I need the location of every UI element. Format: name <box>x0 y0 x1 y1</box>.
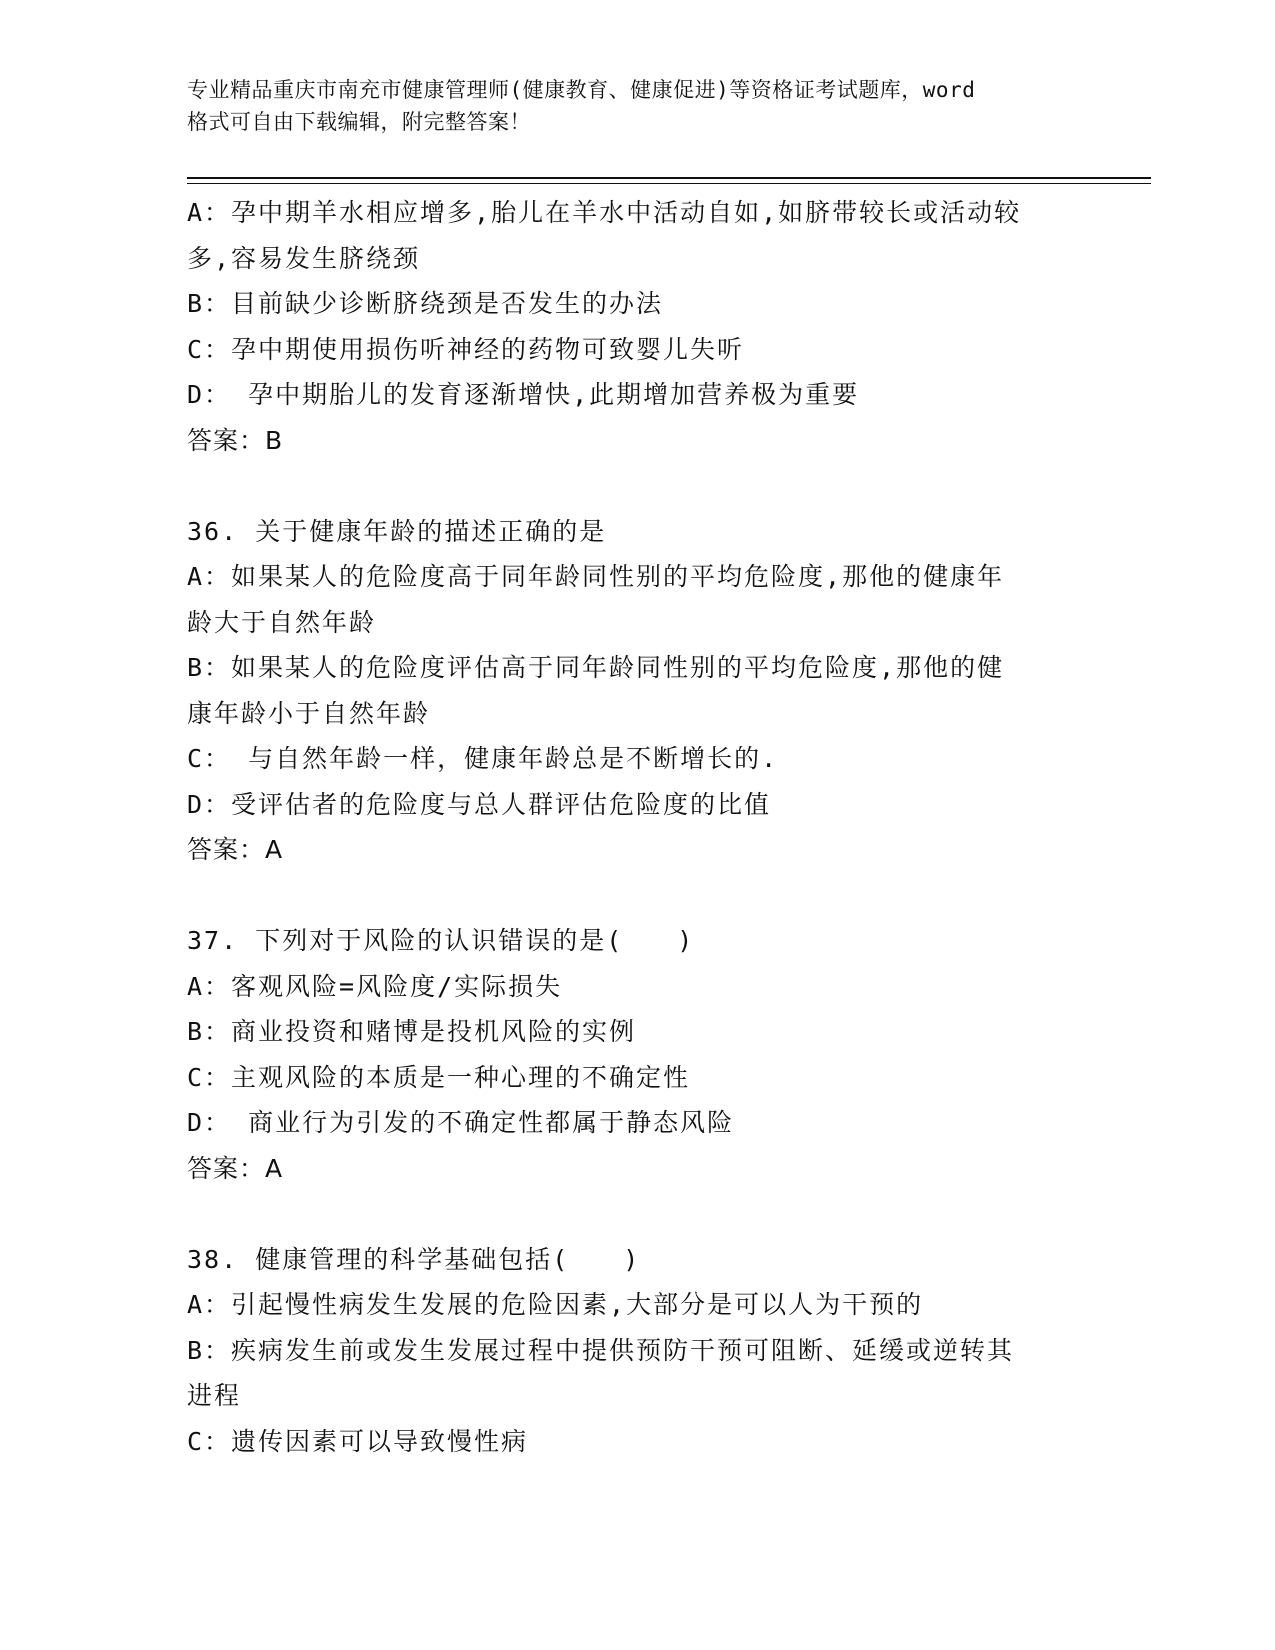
q35-option-c: C：孕中期使用损伤听神经的药物可致婴儿失听 <box>187 334 745 364</box>
question-37-block <box>187 918 1087 1191</box>
header-line-1: 专业精品重庆市南充市健康管理师(健康教育、健康促进)等资格证考试题库，word <box>187 78 976 102</box>
header-line-2: 格式可自由下载编辑，附完整答案！ <box>187 110 531 134</box>
q36-option-a-line2: 龄大于自然年龄 <box>187 607 377 637</box>
q35-option-b: B：目前缺少诊断脐绕颈是否发生的办法 <box>187 289 664 318</box>
q37-stem: 37. 下列对于风险的认识错误的是( ) <box>187 926 695 955</box>
document-header <box>187 74 1087 138</box>
q38-stem: 38. 健康管理的科学基础包括( ) <box>187 1244 641 1274</box>
q36-option-d: D：受评估者的危险度与总人群评估危险度的比值 <box>187 789 772 819</box>
q38-option-a: A：引起慢性病发生发展的危险因素,大部分是可以人为干预的 <box>187 1290 924 1319</box>
spacer <box>187 463 1087 509</box>
question-35-block <box>187 190 1087 463</box>
q38-option-b-line1: B：疾病发生前或发生发展过程中提供预防干预可阻断、延缓或逆转其 <box>187 1335 1015 1365</box>
header-rule-thin <box>187 183 1151 184</box>
q36-option-b-line2: 康年龄小于自然年龄 <box>187 698 431 728</box>
q35-option-a-line2: 多,容易发生脐绕颈 <box>187 243 421 273</box>
q38-option-b-line2: 进程 <box>187 1381 242 1410</box>
document-body <box>187 190 1087 1464</box>
q35-answer: 答案：B <box>187 425 284 455</box>
q38-option-c: C：遗传因素可以导致慢性病 <box>187 1426 529 1456</box>
q36-answer: 答案：A <box>187 835 284 864</box>
spacer <box>187 1191 1087 1237</box>
q37-option-d: D： 商业行为引发的不确定性都属于静态风险 <box>187 1108 735 1137</box>
q36-option-a-line1: A：如果某人的危险度高于同年龄同性别的平均危险度,那他的健康年 <box>187 562 1005 591</box>
spacer <box>187 873 1087 919</box>
q36-option-c: C： 与自然年龄一样，健康年龄总是不断增长的. <box>187 744 779 773</box>
header-rule-thick <box>187 177 1151 179</box>
q37-option-c: C：主观风险的本质是一种心理的不确定性 <box>187 1062 691 1092</box>
q37-answer: 答案：A <box>187 1153 284 1183</box>
q36-stem: 36. 关于健康年龄的描述正确的是 <box>187 516 607 546</box>
q36-option-b-line1: B：如果某人的危险度评估高于同年龄同性别的平均危险度,那他的健 <box>187 653 1005 682</box>
q35-option-d: D： 孕中期胎儿的发育逐渐增快,此期增加营养极为重要 <box>187 380 860 409</box>
q37-option-a: A：客观风险=风险度/实际损失 <box>187 971 563 1001</box>
q35-option-a-line1: A：孕中期羊水相应增多,胎儿在羊水中活动自如,如脐带较长或活动较 <box>187 198 1022 227</box>
question-36-block <box>187 509 1087 873</box>
q37-option-b: B：商业投资和赌博是投机风险的实例 <box>187 1017 637 1046</box>
question-38-block <box>187 1237 1087 1465</box>
